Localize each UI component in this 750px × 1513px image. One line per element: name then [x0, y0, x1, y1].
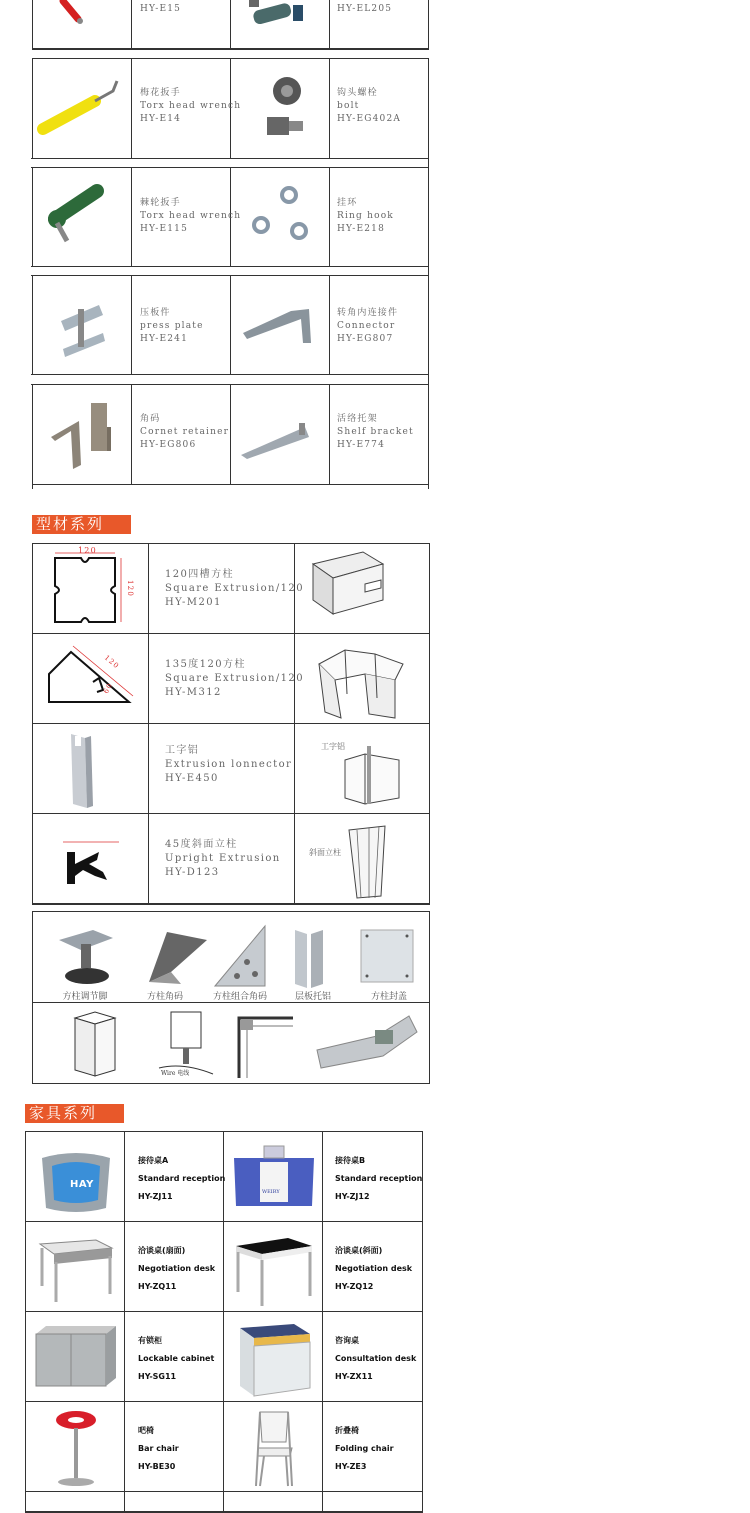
- furniture-text-cell: [323, 1222, 422, 1312]
- product-code: HY-EG807: [337, 334, 394, 344]
- product-code: HY-ZQ12: [335, 1282, 374, 1291]
- product-text-cell: [330, 385, 428, 485]
- extrusion-render-cell: [295, 814, 429, 904]
- product-name-cn: 梅花扳手: [140, 88, 181, 98]
- shelf-bracket-icon: [231, 385, 330, 485]
- product-name-cn: 接待桌B: [335, 1156, 366, 1165]
- product-name-cn: 洽谈桌(斜面): [335, 1246, 383, 1255]
- product-name-cn: 工字铝: [165, 745, 200, 756]
- connector-icon: [231, 275, 330, 375]
- corner-bracket-icon: [141, 922, 211, 992]
- extrusion-render-cell: [295, 544, 429, 634]
- accessory-caption: 层板托铝: [294, 992, 331, 1002]
- extrusion-drawing-cell: [33, 634, 149, 724]
- furniture-text-cell: [323, 1492, 422, 1512]
- furniture-text-cell: [125, 1222, 224, 1312]
- square-extrusion-render: [295, 544, 429, 634]
- product-image-cell: [231, 0, 330, 49]
- product-name-cn: 有锁柜: [138, 1336, 162, 1345]
- product-name-en: Negotiation desk: [335, 1264, 413, 1273]
- bolt-icon: [231, 59, 330, 159]
- product-name-en: Ring hook: [337, 211, 394, 221]
- adjustable-foot-icon: [53, 922, 123, 992]
- furniture-text-cell: [125, 1492, 224, 1512]
- furniture-text-cell: [323, 1132, 422, 1222]
- product-name-en: Torx head wrench: [140, 101, 242, 111]
- product-text-cell: [132, 385, 231, 485]
- product-name-en: Torx head wrench: [140, 211, 242, 221]
- furniture-image-cell: [224, 1492, 323, 1512]
- product-code: HY-ZX11: [335, 1372, 373, 1381]
- product-name-en: Connector: [337, 321, 396, 331]
- product-name-en: bolt: [337, 101, 360, 111]
- product-code: HY-EG402A: [337, 114, 402, 124]
- furniture-image-cell: [26, 1222, 125, 1312]
- furniture-text-cell: [125, 1132, 224, 1222]
- product-code: HY-EG806: [140, 440, 197, 450]
- product-name-cn: 折叠椅: [335, 1426, 359, 1435]
- row-divider: [33, 1002, 429, 1003]
- product-text-cell: [330, 167, 428, 267]
- section-title-extrusion: 型材系列: [32, 515, 131, 534]
- furniture-image-cell: [26, 1312, 125, 1402]
- extrusion-render-cell: [295, 634, 429, 724]
- product-image-cell: [33, 385, 132, 485]
- press-plate-icon: [33, 275, 132, 375]
- column-assembly-icon: [65, 1008, 125, 1080]
- product-name-en: Lockable cabinet: [138, 1354, 215, 1363]
- brand-logo-text: HAY: [70, 1179, 94, 1190]
- fastener-icon: [231, 0, 330, 49]
- accessory-caption: 方柱组合角码: [212, 992, 267, 1002]
- frame-corner-icon: [233, 1008, 303, 1080]
- angled-frame-join-icon: [313, 1010, 423, 1080]
- brand-logo-text: WEIRY: [262, 1189, 280, 1195]
- dimension-label: 60: [101, 681, 115, 696]
- folding-chair-icon: [224, 1402, 323, 1492]
- extrusion-drawing-cell: [33, 814, 149, 904]
- product-code: HY-E15: [140, 4, 182, 14]
- product-name-cn: 咨询桌: [335, 1336, 359, 1345]
- extrusion-drawing-cell: [33, 544, 149, 634]
- angled-profile-drawing: [33, 634, 149, 724]
- product-text-cell: [132, 275, 231, 375]
- product-name-cn: 135度120方柱: [165, 659, 246, 670]
- column-cap-icon: [355, 926, 419, 990]
- furniture-image-cell: [224, 1312, 323, 1402]
- negotiation-desk-slant-icon: [224, 1222, 323, 1312]
- bar-chair-icon: [26, 1402, 125, 1492]
- red-wrench-icon: [33, 0, 132, 49]
- row-gap: [31, 158, 428, 168]
- angled-extrusion-render: [295, 634, 429, 724]
- accessory-caption: 方柱角码: [146, 992, 183, 1002]
- slant-profile-drawing: [33, 814, 149, 904]
- product-code: HY-ZQ11: [138, 1282, 177, 1291]
- product-name-en: Extrusion lonnector: [165, 759, 293, 770]
- lockable-cabinet-icon: [26, 1312, 125, 1402]
- product-name-en: Bar chair: [138, 1444, 179, 1453]
- furniture-image-cell: [224, 1222, 323, 1312]
- product-code: HY-M312: [165, 687, 222, 698]
- extrusion-render-cell: [295, 724, 429, 814]
- product-image-cell: [33, 275, 132, 375]
- product-code: HY-E218: [337, 224, 385, 234]
- product-code: HY-E14: [140, 114, 182, 124]
- hardware-table: [32, 0, 429, 50]
- combination-corner-icon: [209, 922, 279, 992]
- torx-wrench-icon: [33, 59, 132, 159]
- product-image-cell: [231, 385, 330, 485]
- section-title-furniture: 家具系列: [25, 1104, 124, 1123]
- shelf-support-aluminum-icon: [287, 924, 337, 994]
- product-code: HY-E774: [337, 440, 385, 450]
- product-code: HY-ZJ12: [335, 1192, 370, 1201]
- product-name-en: Square Extrusion/120: [165, 583, 304, 594]
- product-name-cn: 压板件: [140, 308, 171, 318]
- consultation-desk-icon: [224, 1312, 323, 1402]
- product-name-en: Cornet retainer: [140, 427, 230, 437]
- product-name-cn: 角码: [140, 414, 161, 424]
- diagram-label: 工字铝: [321, 742, 345, 751]
- extrusion-drawing-cell: [33, 724, 149, 814]
- row-gap: [31, 266, 428, 276]
- extrusion-text-cell: [149, 724, 295, 814]
- product-code: HY-SG11: [138, 1372, 177, 1381]
- product-image-cell: [231, 59, 330, 159]
- product-name-en: Folding chair: [335, 1444, 394, 1453]
- product-code: HY-E115: [140, 224, 188, 234]
- extrusion-accessories: [32, 911, 430, 1084]
- product-name-cn: 挂环: [337, 198, 358, 208]
- product-image-cell: [33, 167, 132, 267]
- product-name-cn: 45度斜面立柱: [165, 839, 238, 850]
- product-code: HY-E450: [165, 773, 219, 784]
- reception-desk-a-icon: [26, 1132, 125, 1222]
- i-beam-aluminum-photo: [33, 724, 149, 814]
- reception-desk-b-icon: [224, 1132, 323, 1222]
- product-name-en: Shelf bracket: [337, 427, 414, 437]
- furniture-image-cell: [224, 1402, 323, 1492]
- ring-hook-icon: [231, 167, 330, 267]
- product-name-en: Standard reception: [138, 1174, 226, 1183]
- product-name-cn: 吧椅: [138, 1426, 154, 1435]
- accessory-caption: 方柱调节脚: [62, 992, 108, 1002]
- product-code: HY-BE30: [138, 1462, 176, 1471]
- product-name-cn: 转角内连接件: [337, 308, 399, 318]
- product-text-cell: [330, 275, 428, 375]
- product-name-en: Square Extrusion/120: [165, 673, 304, 684]
- product-image-cell: [231, 167, 330, 267]
- extrusion-table: [32, 543, 430, 905]
- product-code: HY-ZJ11: [138, 1192, 173, 1201]
- furniture-image-cell: [26, 1492, 125, 1512]
- furniture-table: [25, 1131, 423, 1513]
- product-image-cell: [33, 0, 132, 49]
- furniture-text-cell: [125, 1402, 224, 1492]
- product-image-cell: [231, 275, 330, 375]
- dimension-label: 120: [78, 546, 97, 555]
- dimension-label: 120: [102, 653, 121, 671]
- product-name-cn: 洽谈桌(扇面): [138, 1246, 186, 1255]
- ratchet-wrench-icon: [33, 167, 132, 267]
- slant-upright-render: [295, 814, 429, 904]
- furniture-image-cell: [26, 1402, 125, 1492]
- wire-label: Wire 电线: [161, 1070, 190, 1077]
- product-image-cell: [33, 59, 132, 159]
- accessory-caption: 方柱封盖: [370, 992, 407, 1002]
- product-name-cn: 接待桌A: [138, 1156, 169, 1165]
- product-code: HY-M201: [165, 597, 222, 608]
- product-name-cn: 棘轮扳手: [140, 198, 181, 208]
- product-name-cn: 钩头螺栓: [337, 88, 378, 98]
- i-beam-assembly-render: [295, 724, 429, 814]
- product-text-cell: [330, 59, 428, 159]
- furniture-text-cell: [323, 1402, 422, 1492]
- row-gap: [31, 374, 428, 385]
- product-text-cell: [132, 59, 242, 159]
- product-text-cell: [330, 0, 428, 49]
- product-name-en: Consultation desk: [335, 1354, 417, 1363]
- product-code: HY-E241: [140, 334, 188, 344]
- dimension-label: 120: [125, 580, 134, 597]
- product-code: HY-D123: [165, 867, 220, 878]
- extrusion-text-cell: [149, 634, 304, 724]
- product-name-en: Upright Extrusion: [165, 853, 281, 864]
- product-text-cell: [132, 0, 231, 49]
- furniture-image-cell: [224, 1132, 323, 1222]
- extrusion-text-cell: [149, 544, 304, 634]
- product-code: HY-ZE3: [335, 1462, 367, 1471]
- product-name-en: Negotiation desk: [138, 1264, 216, 1273]
- product-code: HY-EL205: [337, 4, 393, 14]
- product-name-en: Standard reception: [335, 1174, 423, 1183]
- corner-retainer-icon: [33, 385, 132, 485]
- diagram-label: 斜面立柱: [309, 848, 341, 857]
- negotiation-desk-fan-icon: [26, 1222, 125, 1312]
- product-name-cn: 120四槽方柱: [165, 569, 234, 580]
- extrusion-text-cell: [149, 814, 295, 904]
- furniture-text-cell: [323, 1312, 422, 1402]
- product-name-cn: 活络托架: [337, 414, 378, 424]
- product-text-cell: [132, 167, 242, 267]
- furniture-image-cell: [26, 1132, 125, 1222]
- furniture-text-cell: [125, 1312, 224, 1402]
- product-name-en: press plate: [140, 321, 204, 331]
